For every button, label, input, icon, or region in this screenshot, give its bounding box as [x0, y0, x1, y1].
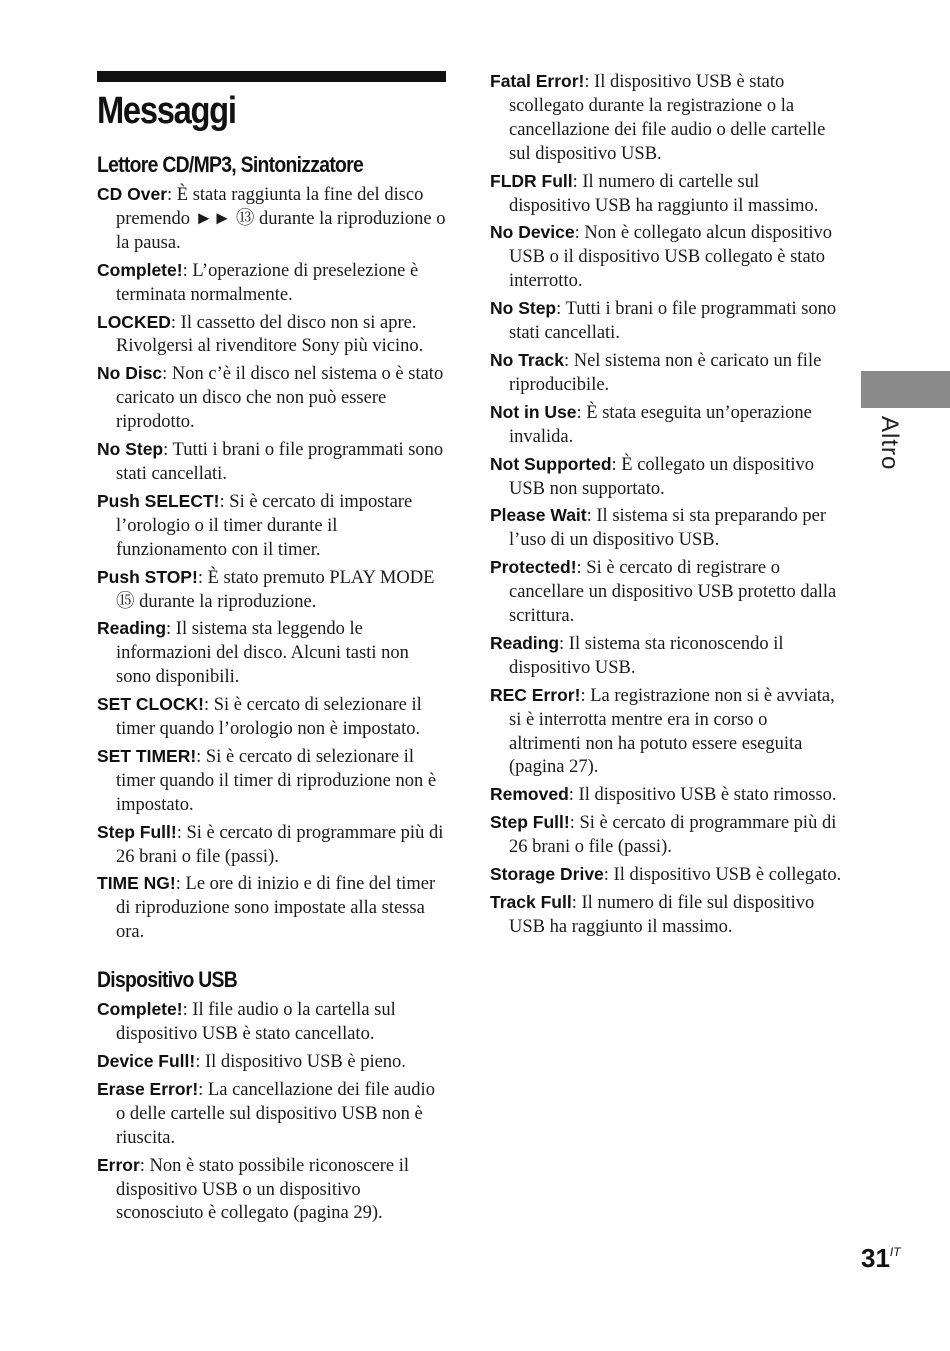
page-title: Messaggi	[97, 90, 236, 132]
message-description: : Nel sistema non è caricato un file riproducibile.	[509, 350, 822, 395]
message-entry	[490, 783, 842, 808]
message-description: : Si è cercato di selezionare il timer quando l’orologio non è impostato.	[116, 695, 422, 740]
usb-entries-continued	[490, 70, 842, 940]
message-entry	[490, 453, 842, 502]
side-tab-label: Altro	[876, 416, 903, 471]
message-description: : È stata eseguita un’operazione invalida.	[509, 402, 812, 447]
message-term: Step Full!	[97, 821, 177, 842]
message-description: : Il file audio o la cartella sul dispositivo USB è stato cancellato.	[116, 1000, 396, 1045]
message-description: : Il sistema si sta preparando per l’uso di un dispositivo USB.	[509, 506, 827, 551]
message-entry	[490, 221, 842, 294]
message-entry	[97, 1154, 447, 1227]
message-term: Storage Drive	[490, 864, 604, 885]
message-description: : Il dispositivo USB è pieno.	[195, 1052, 406, 1072]
message-entry	[97, 1050, 447, 1075]
message-entry	[97, 490, 447, 563]
message-description: : Il dispositivo USB è collegato.	[603, 865, 842, 886]
message-entry	[490, 297, 842, 346]
message-description: : La cancellazione dei file audio o delle cartelle sul dispositivo USB non è riuscita.	[116, 1079, 435, 1148]
message-term: No Disc	[97, 363, 163, 384]
message-entry	[490, 170, 842, 219]
message-term: TIME NG!	[97, 873, 176, 894]
message-description: : Il sistema sta riconoscendo il dispositivo USB.	[509, 633, 784, 678]
message-description: : È stato premuto PLAY MODE ⑮ durante la riproduzione.	[116, 567, 435, 612]
message-term: No Device	[490, 222, 575, 243]
message-term: No Step	[490, 298, 557, 319]
section-cd-entries	[97, 183, 447, 945]
message-term: REC Error!	[490, 684, 581, 705]
message-entry	[97, 693, 447, 742]
message-description: : Si è cercato di programmare più di 26 brani o file (passi).	[116, 822, 444, 867]
side-tab-marker	[861, 371, 950, 408]
right-column	[490, 70, 842, 943]
message-entry	[97, 566, 447, 615]
message-entry	[490, 556, 842, 629]
message-term: Push SELECT!	[97, 490, 220, 511]
section-heading-usb: Dispositivo USB	[97, 967, 238, 993]
message-term: Reading	[97, 618, 167, 639]
message-description: : Non è collegato alcun dispositivo USB o il dispositivo USB collegato è stato interrotto.	[509, 223, 833, 292]
message-entry	[97, 745, 447, 818]
message-term: SET CLOCK!	[97, 694, 204, 715]
message-term: CD Over	[97, 184, 168, 204]
message-entry	[97, 362, 447, 435]
message-description: : La registrazione non si è avviata, si è interrotta mentre era in corso o altrimenti non ha potuto essere eseguita (pagina 27).	[509, 685, 835, 778]
message-entry	[97, 438, 447, 487]
message-term: SET TIMER!	[97, 745, 197, 766]
message-term: LOCKED	[97, 311, 171, 332]
message-description: : L’operazione di preselezione è terminata normalmente.	[116, 260, 419, 305]
message-term: Not Supported	[490, 453, 612, 474]
section-heading-cd: Lettore CD/MP3, Sintonizzatore	[97, 152, 364, 177]
message-term: Step Full!	[490, 812, 570, 833]
message-term: Reading	[490, 632, 560, 653]
message-description: : Il cassetto del disco non si apre. Rivolgersi al rivenditore Sony più vicino.	[116, 312, 424, 357]
section-usb-entries	[97, 998, 447, 1226]
message-description: : Il numero di cartelle sul dispositivo USB ha raggiunto il massimo.	[509, 171, 819, 216]
message-description: : È stata raggiunta la fine del disco premendo ►► ⑬ durante la riproduzione o la pausa.	[116, 185, 446, 253]
message-description: : Non c’è il disco nel sistema o è stato caricato un disco che non può essere riprodotto.	[116, 364, 444, 433]
message-entry	[97, 1078, 447, 1151]
message-term: Not in Use	[490, 401, 577, 422]
message-entry	[97, 872, 447, 945]
message-description: : Il sistema sta leggendo le informazioni del disco. Alcuni tasti non sono disponibili.	[116, 619, 409, 688]
page-number-value: 31	[861, 1243, 890, 1273]
message-term: Fatal Error!	[490, 71, 585, 91]
message-term: Protected!	[490, 557, 577, 578]
message-entry	[97, 259, 447, 308]
message-entry	[490, 632, 842, 681]
message-description: : Il dispositivo USB è stato rimosso.	[568, 785, 837, 806]
message-entry	[97, 998, 447, 1047]
message-description: : È collegato un dispositivo USB non supportato.	[509, 454, 814, 499]
message-description: : Tutti i brani o file programmati sono stati cancellati.	[509, 299, 837, 344]
message-description: : Non è stato possibile riconoscere il dispositivo USB o un dispositivo sconosciuto è collegato (pagina 29).	[116, 1155, 410, 1224]
message-term: No Track	[490, 349, 564, 370]
message-entry	[490, 863, 842, 888]
message-term: Device Full!	[97, 1051, 196, 1071]
message-description: : Il dispositivo USB è stato scollegato durante la registrazione o la cancellazione dei file audio o delle cartelle sul dispositivo USB.	[509, 72, 826, 164]
message-description: : Il numero di file sul dispositivo USB ha raggiunto il massimo.	[509, 893, 815, 937]
message-term: FLDR Full	[490, 170, 573, 191]
message-description: : Si è cercato di impostare l’orologio o il timer durante il funzionamento con il timer.	[116, 491, 413, 560]
message-term: Push STOP!	[97, 566, 198, 587]
message-entry	[490, 684, 842, 781]
message-description: : Tutti i brani o file programmati sono stati cancellati.	[116, 440, 444, 484]
message-description: : Si è cercato di programmare più di 26 brani o file (passi).	[509, 813, 837, 858]
message-term: Error	[97, 1154, 140, 1175]
message-term: Track Full	[490, 892, 572, 912]
message-term: Complete!	[97, 259, 183, 280]
message-term: Please Wait	[490, 505, 587, 526]
message-entry	[97, 183, 447, 256]
message-term: Complete!	[97, 999, 183, 1020]
message-entry	[490, 401, 842, 450]
page-number-suffix: IT	[889, 1245, 901, 1259]
message-entry	[490, 349, 842, 398]
message-entry	[97, 821, 447, 870]
message-description: : Si è cercato di selezionare il timer quando il timer di riproduzione non è impostato.	[116, 746, 437, 815]
message-entry	[490, 811, 842, 860]
page-number	[861, 1243, 901, 1274]
message-entry	[97, 617, 447, 690]
message-entry	[490, 70, 842, 167]
message-entry	[490, 504, 842, 553]
message-term: Removed	[490, 784, 569, 805]
message-term: Erase Error!	[97, 1078, 199, 1099]
left-column	[97, 152, 447, 1229]
message-entry	[97, 311, 447, 360]
message-term: No Step	[97, 439, 164, 460]
message-entry	[490, 891, 842, 940]
message-description: : Si è cercato di registrare o cancellare un dispositivo USB protetto dalla scrittura.	[509, 558, 837, 627]
title-rule	[97, 71, 446, 82]
message-description: : Le ore di inizio e di fine del timer di riproduzione sono impostate alla stessa ora.	[116, 874, 436, 943]
